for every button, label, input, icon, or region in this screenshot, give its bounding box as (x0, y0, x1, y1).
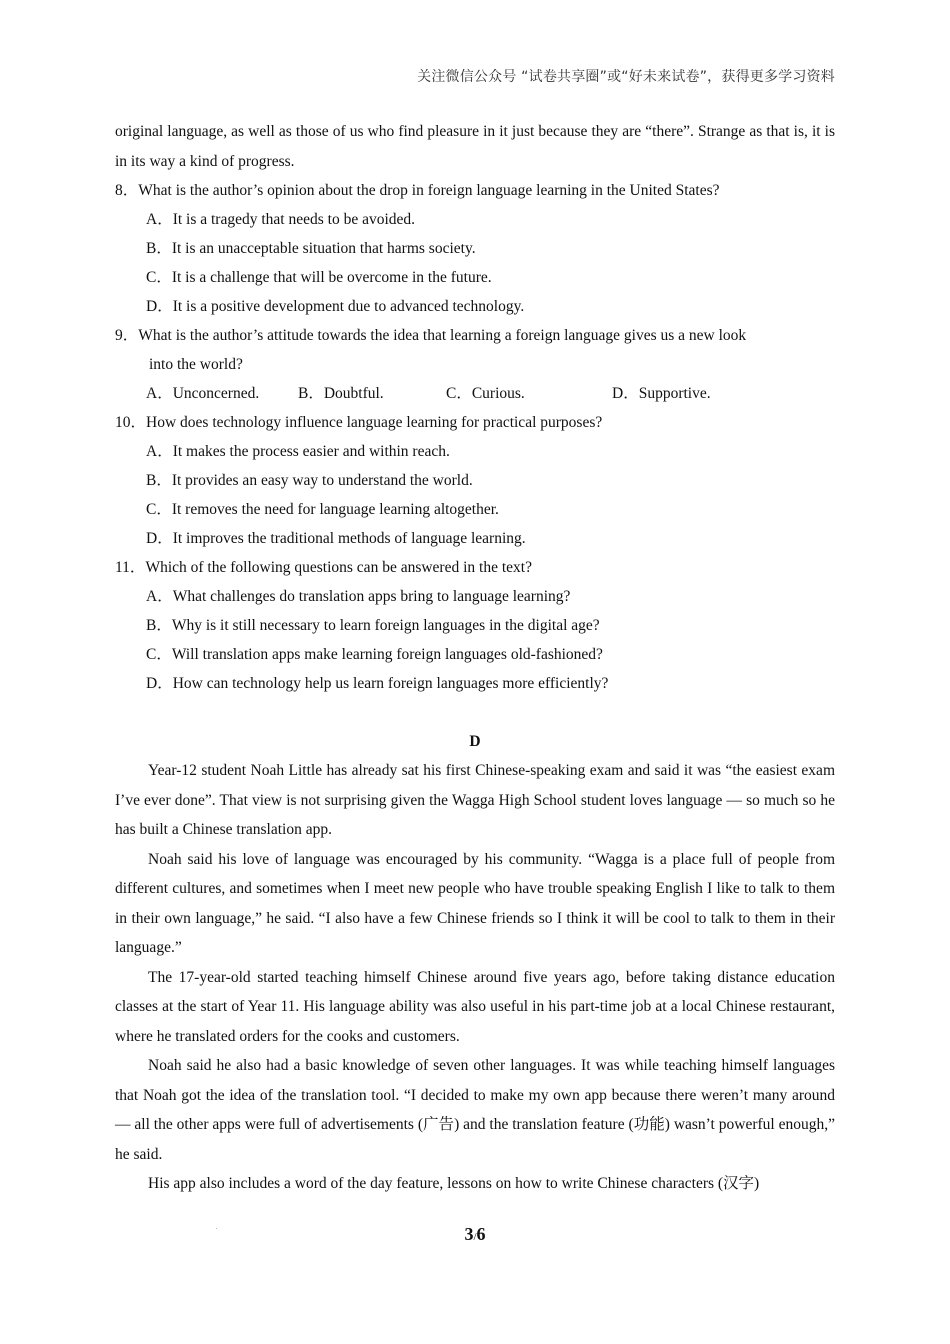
options-row (115, 379, 835, 408)
page-total: 6 (476, 1224, 486, 1244)
option: A．It makes the process easier and within reach. (146, 443, 450, 460)
question-stem: What is the author’s opinion about the drop in foreign language learning in the United States? (138, 182, 720, 199)
option: A．What challenges do translation apps bring to language learning? (146, 588, 571, 605)
question-stem-continued: into the world? (149, 356, 243, 373)
option: C．Will translation apps make learning foreign languages old-fashioned? (146, 646, 603, 663)
section-title: D (469, 733, 481, 750)
option: C．Curious. (446, 385, 525, 402)
page-current: 3 (464, 1224, 474, 1244)
option: D．Supportive. (612, 385, 711, 402)
option: B．It is an unacceptable situation that harms society. (146, 240, 476, 257)
question-9 (115, 321, 835, 350)
option: B．Doubtful. (298, 385, 384, 402)
question-11 (115, 553, 835, 582)
option: A．Unconcerned. (146, 385, 260, 402)
option: B．It provides an easy way to understand the world. (146, 472, 473, 489)
page-content (115, 117, 835, 1199)
passage-paragraph: The 17-year-old started teaching himself Chinese around five years ago, before taking distance education classes at the start of Year 11. His language ability was also useful in his part-time job at a local Chinese restaurant, where he translated orders for the cooks and customers. (115, 968, 835, 1045)
option: C．It removes the need for language learning altogether. (146, 501, 499, 518)
passage-c-end: original language, as well as those of us who find pleasure in it just because they are “there”. Strange as that is, it is in its way a kind of progress. (115, 123, 835, 170)
question-stem: What is the author’s attitude towards the idea that learning a foreign language gives us a new look (138, 327, 747, 344)
question-number: 9． (115, 327, 139, 344)
passage-paragraph: Noah said his love of language was encouraged by his community. “Wagga is a place full of people from different cultures, and sometimes when I meet new people who have trouble speaking English I like to talk to them in their own language,” he said. “I also have a few Chinese friends so I think it will be cool to talk to them in their language.” (115, 850, 835, 956)
passage-paragraph: Year-12 student Noah Little has already sat his first Chinese-speaking exam and said it was “the easiest exam I’ve ever done”. That view is not surprising given the Wagga High School student loves language — so much so he has built a Chinese translation app. (115, 762, 835, 838)
option: D．It is a positive development due to advanced technology. (146, 298, 525, 315)
header-notice: 关注微信公众号 “试卷共享圈”或“好未来试卷”，获得更多学习资料 (417, 69, 835, 85)
page-separator: / (473, 1231, 477, 1243)
question-10 (115, 408, 835, 437)
question-number: 8． (115, 182, 139, 199)
option: C．It is a challenge that will be overcome in the future. (146, 269, 492, 286)
passage-paragraph: His app also includes a word of the day feature, lessons on how to write Chinese characters (汉字) (148, 1175, 760, 1192)
option: B．Why is it still necessary to learn foreign languages in the digital age? (146, 617, 600, 634)
option: A．It is a tragedy that needs to be avoided. (146, 211, 416, 228)
question-stem: How does technology influence language learning for practical purposes? (146, 414, 603, 431)
question-number: 10． (115, 414, 147, 431)
passage-paragraph: Noah said he also had a basic knowledge of seven other languages. It was while teaching himself languages that Noah got the idea of the translation tool. “I decided to make my own app because there weren’t many around — all the other apps were full of advertisements (广告) and the translation feature (功能) wasn’t powerful enough,” he said. (115, 1057, 835, 1163)
question-stem: Which of the following questions can be answered in the text? (145, 559, 532, 576)
question-number: 11． (115, 559, 146, 576)
option: D．It improves the traditional methods of language learning. (146, 530, 526, 547)
question-8 (115, 176, 835, 205)
option: D．How can technology help us learn foreign languages more efficiently? (146, 675, 609, 692)
page-number (0, 1224, 950, 1245)
